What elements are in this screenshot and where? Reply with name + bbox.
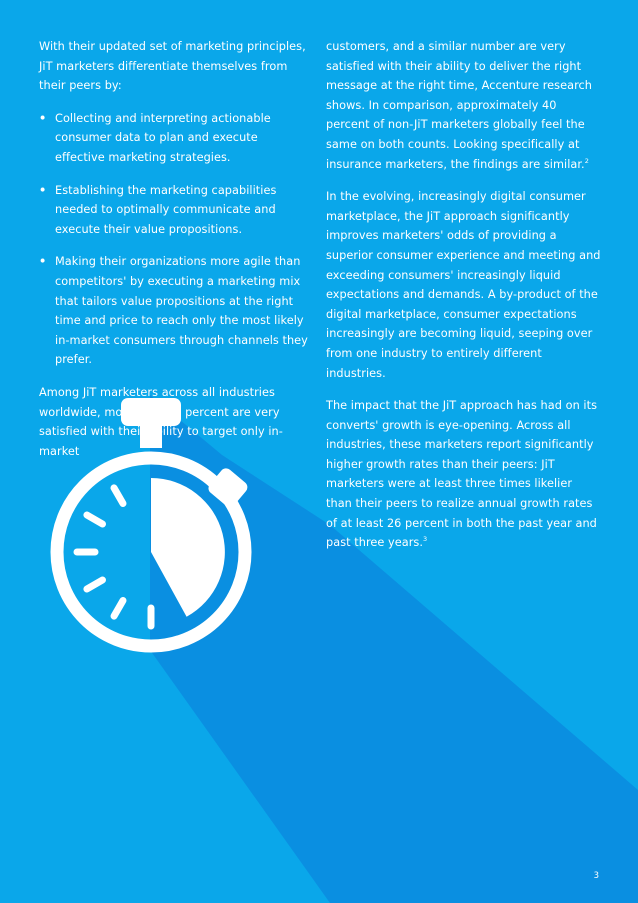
footnote-marker: 2: [584, 156, 589, 165]
satisfaction-text: customers, and a similar number are very satisfied with their ability to deliver the right message at the right time, Accenture research shows. In comparison, approximately 40 percent of non-JiT marketers globally feel the same on both counts. Looking specifically at insurance marketers, the findings are similar.: [326, 40, 592, 171]
growth-text: The impact that the JiT approach has had on its converts' growth is eye-opening. Across all industries, these marketers report significantly higher growth rates than their peers: JiT marketers were at least three times likelier than their peers to realize annual growth rates of at least 26 percent in both the past year and past three years.: [326, 399, 598, 550]
closing-paragraph: Among JiT marketers across all industries worldwide, more than 60 percent are very satisfied with their ability to target only in-market: [39, 385, 283, 458]
footnote-marker: 3: [423, 535, 428, 544]
bullet-marker: •: [39, 183, 47, 197]
stopwatch-tick: [114, 601, 123, 617]
stopwatch-tick: [87, 580, 103, 589]
right-column: [326, 37, 601, 566]
list-item-text: Making their organizations more agile than competitors' by executing a marketing mix that tailors value propositions at the right time and price to reach only the most likely in-market consumers through channels they prefer.: [55, 255, 308, 367]
growth-paragraph: [326, 396, 601, 553]
bullet-marker: •: [39, 111, 47, 125]
stopwatch-tick: [114, 488, 123, 504]
list-item: [39, 252, 311, 370]
left-column: [39, 37, 311, 474]
page-number: 3: [593, 871, 599, 881]
bullet-marker: •: [39, 255, 47, 269]
list-item: [39, 181, 311, 240]
list-item-text: Establishing the marketing capabilities needed to optimally communicate and execute their value propositions.: [55, 183, 277, 236]
differentiator-list: [39, 109, 311, 370]
stopwatch-ticks: [77, 488, 151, 626]
intro-paragraph: With their updated set of marketing principles, JiT marketers differentiate themselves from their peers by:: [39, 40, 306, 93]
list-item-text: Collecting and interpreting actionable consumer data to plan and execute effective marketing strategies.: [55, 111, 271, 164]
list-item: [39, 109, 311, 168]
marketplace-paragraph: In the evolving, increasingly digital consumer marketplace, the JiT approach significantly improves marketers' odds of providing a superior consumer experience and meeting and exceeding consumers' increasingly liquid expectations and demands. A by-product of the digital marketplace, consumer expectations increasingly are becoming liquid, seeping over from one industry to entirely different industries.: [326, 190, 601, 380]
satisfaction-paragraph: [326, 37, 601, 174]
stopwatch-tick: [87, 515, 103, 524]
